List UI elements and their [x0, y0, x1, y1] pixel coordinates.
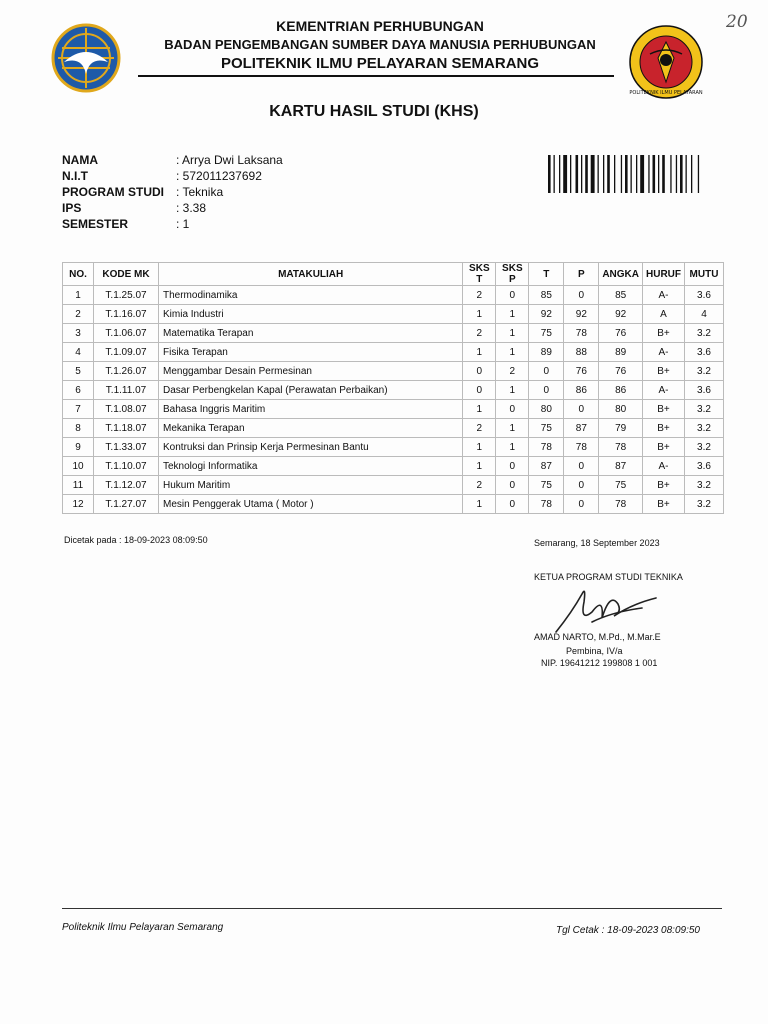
table-cell: 3 [63, 324, 94, 343]
table-cell: 92 [529, 305, 564, 324]
table-cell: 75 [529, 476, 564, 495]
info-label: SEMESTER [62, 217, 129, 231]
table-cell: 75 [529, 419, 564, 438]
barcode-bar [621, 155, 622, 193]
info-label: IPS [62, 201, 82, 215]
barcode-bar [680, 155, 683, 193]
barcode-bar [691, 155, 692, 193]
signatory-name: AMAD NARTO, M.Pd., M.Mar.E [534, 632, 661, 642]
column-header: HURUF [643, 263, 685, 286]
table-cell: 0 [564, 457, 599, 476]
table-cell: B+ [643, 400, 685, 419]
table-cell: Kontruksi dan Prinsip Kerja Permesinan Bantu [159, 438, 463, 457]
table-cell: B+ [643, 324, 685, 343]
barcode-bar [686, 155, 687, 193]
table-cell: 0 [529, 381, 564, 400]
table-cell: 1 [63, 286, 94, 305]
table-cell: 3.6 [685, 381, 724, 400]
table-cell: 7 [63, 400, 94, 419]
table-cell: B+ [643, 476, 685, 495]
barcode-bar [591, 155, 595, 193]
table-cell: T.1.11.07 [94, 381, 159, 400]
table-cell: 0 [496, 286, 529, 305]
table-row [63, 343, 724, 362]
barcode-bar [603, 155, 604, 193]
table-cell: 78 [599, 438, 643, 457]
table-cell: 3.2 [685, 476, 724, 495]
table-row [63, 457, 724, 476]
table-cell: A- [643, 457, 685, 476]
signature-place-date: Semarang, 18 September 2023 [534, 538, 660, 548]
institution-name: POLITEKNIK ILMU PELAYARAN SEMARANG [220, 55, 540, 72]
barcode-bar [614, 155, 615, 193]
table-cell: 92 [564, 305, 599, 324]
table-cell: A- [643, 286, 685, 305]
signatory-title: KETUA PROGRAM STUDI TEKNIKA [534, 572, 683, 582]
table-cell: B+ [643, 438, 685, 457]
info-row-semester [62, 216, 283, 232]
table-cell: 76 [599, 362, 643, 381]
barcode-bar [563, 155, 567, 193]
barcode-bar [581, 155, 582, 193]
table-cell: 4 [63, 343, 94, 362]
table-cell: B+ [643, 419, 685, 438]
table-cell: 0 [496, 400, 529, 419]
table-cell: 78 [564, 324, 599, 343]
table-cell: 1 [463, 438, 496, 457]
table-cell: 0 [463, 381, 496, 400]
barcode-bar [559, 155, 560, 193]
table-cell: 80 [529, 400, 564, 419]
table-cell: 85 [599, 286, 643, 305]
footer-divider [62, 908, 722, 909]
table-cell: 78 [564, 438, 599, 457]
barcode [548, 155, 700, 193]
info-row-name [62, 152, 283, 168]
table-cell: Mesin Penggerak Utama ( Motor ) [159, 495, 463, 514]
table-cell: 87 [564, 419, 599, 438]
ministry-logo [50, 22, 122, 94]
table-cell: 4 [685, 305, 724, 324]
table-cell: A- [643, 381, 685, 400]
table-row [63, 438, 724, 457]
barcode-bar [658, 155, 659, 193]
logo-lettering: POLITEKNIK ILMU PELAYARAN [629, 90, 703, 96]
table-header-row [63, 263, 724, 286]
table-cell: 3.2 [685, 495, 724, 514]
footer-print-date: Tgl Cetak : 18-09-2023 08:09:50 [556, 925, 700, 936]
info-row-program [62, 184, 283, 200]
printed-timestamp: Dicetak pada : 18-09-2023 08:09:50 [64, 535, 208, 545]
barcode-bar [625, 155, 628, 193]
table-cell: 8 [63, 419, 94, 438]
table-cell: T.1.10.07 [94, 457, 159, 476]
signatory-rank: Pembina, IV/a [566, 646, 623, 656]
table-cell: A- [643, 343, 685, 362]
table-cell: 80 [599, 400, 643, 419]
table-row [63, 381, 724, 400]
table-cell: 0 [564, 495, 599, 514]
barcode-bar [698, 155, 699, 193]
table-cell: B+ [643, 362, 685, 381]
table-cell: 3.2 [685, 438, 724, 457]
table-cell: 9 [63, 438, 94, 457]
column-header: KODE MK [94, 263, 159, 286]
table-cell: 0 [564, 476, 599, 495]
barcode-bar [570, 155, 571, 193]
table-cell: 92 [599, 305, 643, 324]
table-cell: 1 [463, 457, 496, 476]
student-info [62, 152, 283, 232]
barcode-bar [607, 155, 610, 193]
table-cell: 0 [529, 362, 564, 381]
signatory-nip: NIP. 19641212 199808 1 001 [541, 658, 658, 668]
table-cell: T.1.12.07 [94, 476, 159, 495]
table-cell: 2 [63, 305, 94, 324]
info-row-ips [62, 200, 283, 216]
table-cell: 0 [564, 400, 599, 419]
table-cell: 11 [63, 476, 94, 495]
table-cell: 75 [529, 324, 564, 343]
table-cell: 0 [564, 286, 599, 305]
table-cell: T.1.27.07 [94, 495, 159, 514]
table-cell: 12 [63, 495, 94, 514]
table-cell: 3.2 [685, 419, 724, 438]
barcode-bar [670, 155, 671, 193]
table-cell: 3.2 [685, 324, 724, 343]
table-cell: 6 [63, 381, 94, 400]
table-cell: 89 [599, 343, 643, 362]
table-cell: Hukum Maritim [159, 476, 463, 495]
header-divider [138, 75, 614, 77]
table-cell: 2 [463, 286, 496, 305]
table-cell: 1 [496, 381, 529, 400]
table-cell: T.1.08.07 [94, 400, 159, 419]
info-row-nit [62, 168, 283, 184]
table-row [63, 476, 724, 495]
document-title: KARTU HASIL STUDI (KHS) [269, 103, 479, 120]
table-cell: T.1.16.07 [94, 305, 159, 324]
table-cell: Bahasa Inggris Maritim [159, 400, 463, 419]
table-row [63, 362, 724, 381]
table-cell: 1 [496, 324, 529, 343]
table-cell: 0 [496, 476, 529, 495]
table-cell: 5 [63, 362, 94, 381]
barcode-bar [648, 155, 649, 193]
table-cell: T.1.09.07 [94, 343, 159, 362]
table-row [63, 305, 724, 324]
table-row [63, 419, 724, 438]
table-cell: T.1.26.07 [94, 362, 159, 381]
table-cell: 78 [529, 495, 564, 514]
table-cell: 85 [529, 286, 564, 305]
table-cell: A [643, 305, 685, 324]
barcode-bar [636, 155, 637, 193]
table-cell: 1 [496, 438, 529, 457]
grades-table [62, 262, 724, 514]
barcode-bar [554, 155, 555, 193]
info-value: : Teknika [176, 185, 224, 199]
table-cell: 76 [599, 324, 643, 343]
table-cell: T.1.18.07 [94, 419, 159, 438]
table-cell: 1 [463, 305, 496, 324]
barcode-bar [653, 155, 656, 193]
table-cell: 89 [529, 343, 564, 362]
table-cell: T.1.06.07 [94, 324, 159, 343]
column-header: NO. [63, 263, 94, 286]
table-cell: Dasar Perbengkelan Kapal (Perawatan Perbaikan) [159, 381, 463, 400]
table-cell: 1 [496, 343, 529, 362]
table-cell: 76 [564, 362, 599, 381]
table-cell: 2 [463, 324, 496, 343]
table-cell: Matematika Terapan [159, 324, 463, 343]
table-cell: B+ [643, 495, 685, 514]
table-cell: Menggambar Desain Permesinan [159, 362, 463, 381]
info-value: : Arrya Dwi Laksana [176, 153, 283, 167]
info-label: PROGRAM STUDI [62, 185, 164, 199]
table-cell: 2 [463, 476, 496, 495]
table-cell: 1 [463, 343, 496, 362]
barcode-bar [576, 155, 579, 193]
footer-institution: Politeknik Ilmu Pelayaran Semarang [62, 922, 224, 933]
barcode-bar [640, 155, 644, 193]
table-cell: 0 [463, 362, 496, 381]
table-cell: 87 [599, 457, 643, 476]
table-cell: 75 [599, 476, 643, 495]
table-cell: 87 [529, 457, 564, 476]
table-row [63, 495, 724, 514]
table-cell: 0 [496, 495, 529, 514]
column-header: MATAKULIAH [159, 263, 463, 286]
barcode-bar [585, 155, 588, 193]
agency-name: BADAN PENGEMBANGAN SUMBER DAYA MANUSIA PERHUBUNGAN [164, 37, 596, 52]
column-header: SKS P [496, 263, 529, 286]
table-cell: 86 [564, 381, 599, 400]
handwritten-page-number: 20 [726, 12, 748, 32]
table-cell: 1 [463, 495, 496, 514]
barcode-bar [598, 155, 599, 193]
table-cell: 0 [496, 457, 529, 476]
info-label: N.I.T [62, 169, 88, 183]
column-header: T [529, 263, 564, 286]
table-cell: 78 [599, 495, 643, 514]
barcode-bar [676, 155, 677, 193]
table-cell: Teknologi Informatika [159, 457, 463, 476]
ministry-name: KEMENTRIAN PERHUBUNGAN [276, 18, 484, 34]
barcode-bar [631, 155, 632, 193]
table-cell: 1 [463, 400, 496, 419]
info-value: : 1 [176, 217, 190, 231]
institution-logo [628, 24, 704, 100]
table-cell: Mekanika Terapan [159, 419, 463, 438]
table-cell: 3.6 [685, 457, 724, 476]
table-row [63, 400, 724, 419]
table-cell: T.1.25.07 [94, 286, 159, 305]
table-cell: 78 [529, 438, 564, 457]
column-header: MUTU [685, 263, 724, 286]
table-cell: Fisika Terapan [159, 343, 463, 362]
table-cell: 1 [496, 305, 529, 324]
table-cell: 88 [564, 343, 599, 362]
table-cell: 3.2 [685, 362, 724, 381]
info-value: : 572011237692 [176, 169, 262, 183]
barcode-bar [548, 155, 551, 193]
info-label: NAMA [62, 153, 98, 167]
handwritten-signature [552, 582, 662, 638]
table-cell: 1 [496, 419, 529, 438]
info-value: : 3.38 [176, 201, 207, 215]
table-cell: 3.2 [685, 400, 724, 419]
table-cell: Kimia Industri [159, 305, 463, 324]
column-header: P [564, 263, 599, 286]
table-cell: 10 [63, 457, 94, 476]
table-cell: 86 [599, 381, 643, 400]
table-cell: 2 [496, 362, 529, 381]
column-header: ANGKA [599, 263, 643, 286]
table-cell: 79 [599, 419, 643, 438]
table-cell: Thermodinamika [159, 286, 463, 305]
column-header: SKS T [463, 263, 496, 286]
barcode-bar [662, 155, 665, 193]
table-cell: T.1.33.07 [94, 438, 159, 457]
table-cell: 3.6 [685, 343, 724, 362]
table-row [63, 286, 724, 305]
table-cell: 2 [463, 419, 496, 438]
table-cell: 3.6 [685, 286, 724, 305]
table-row [63, 324, 724, 343]
